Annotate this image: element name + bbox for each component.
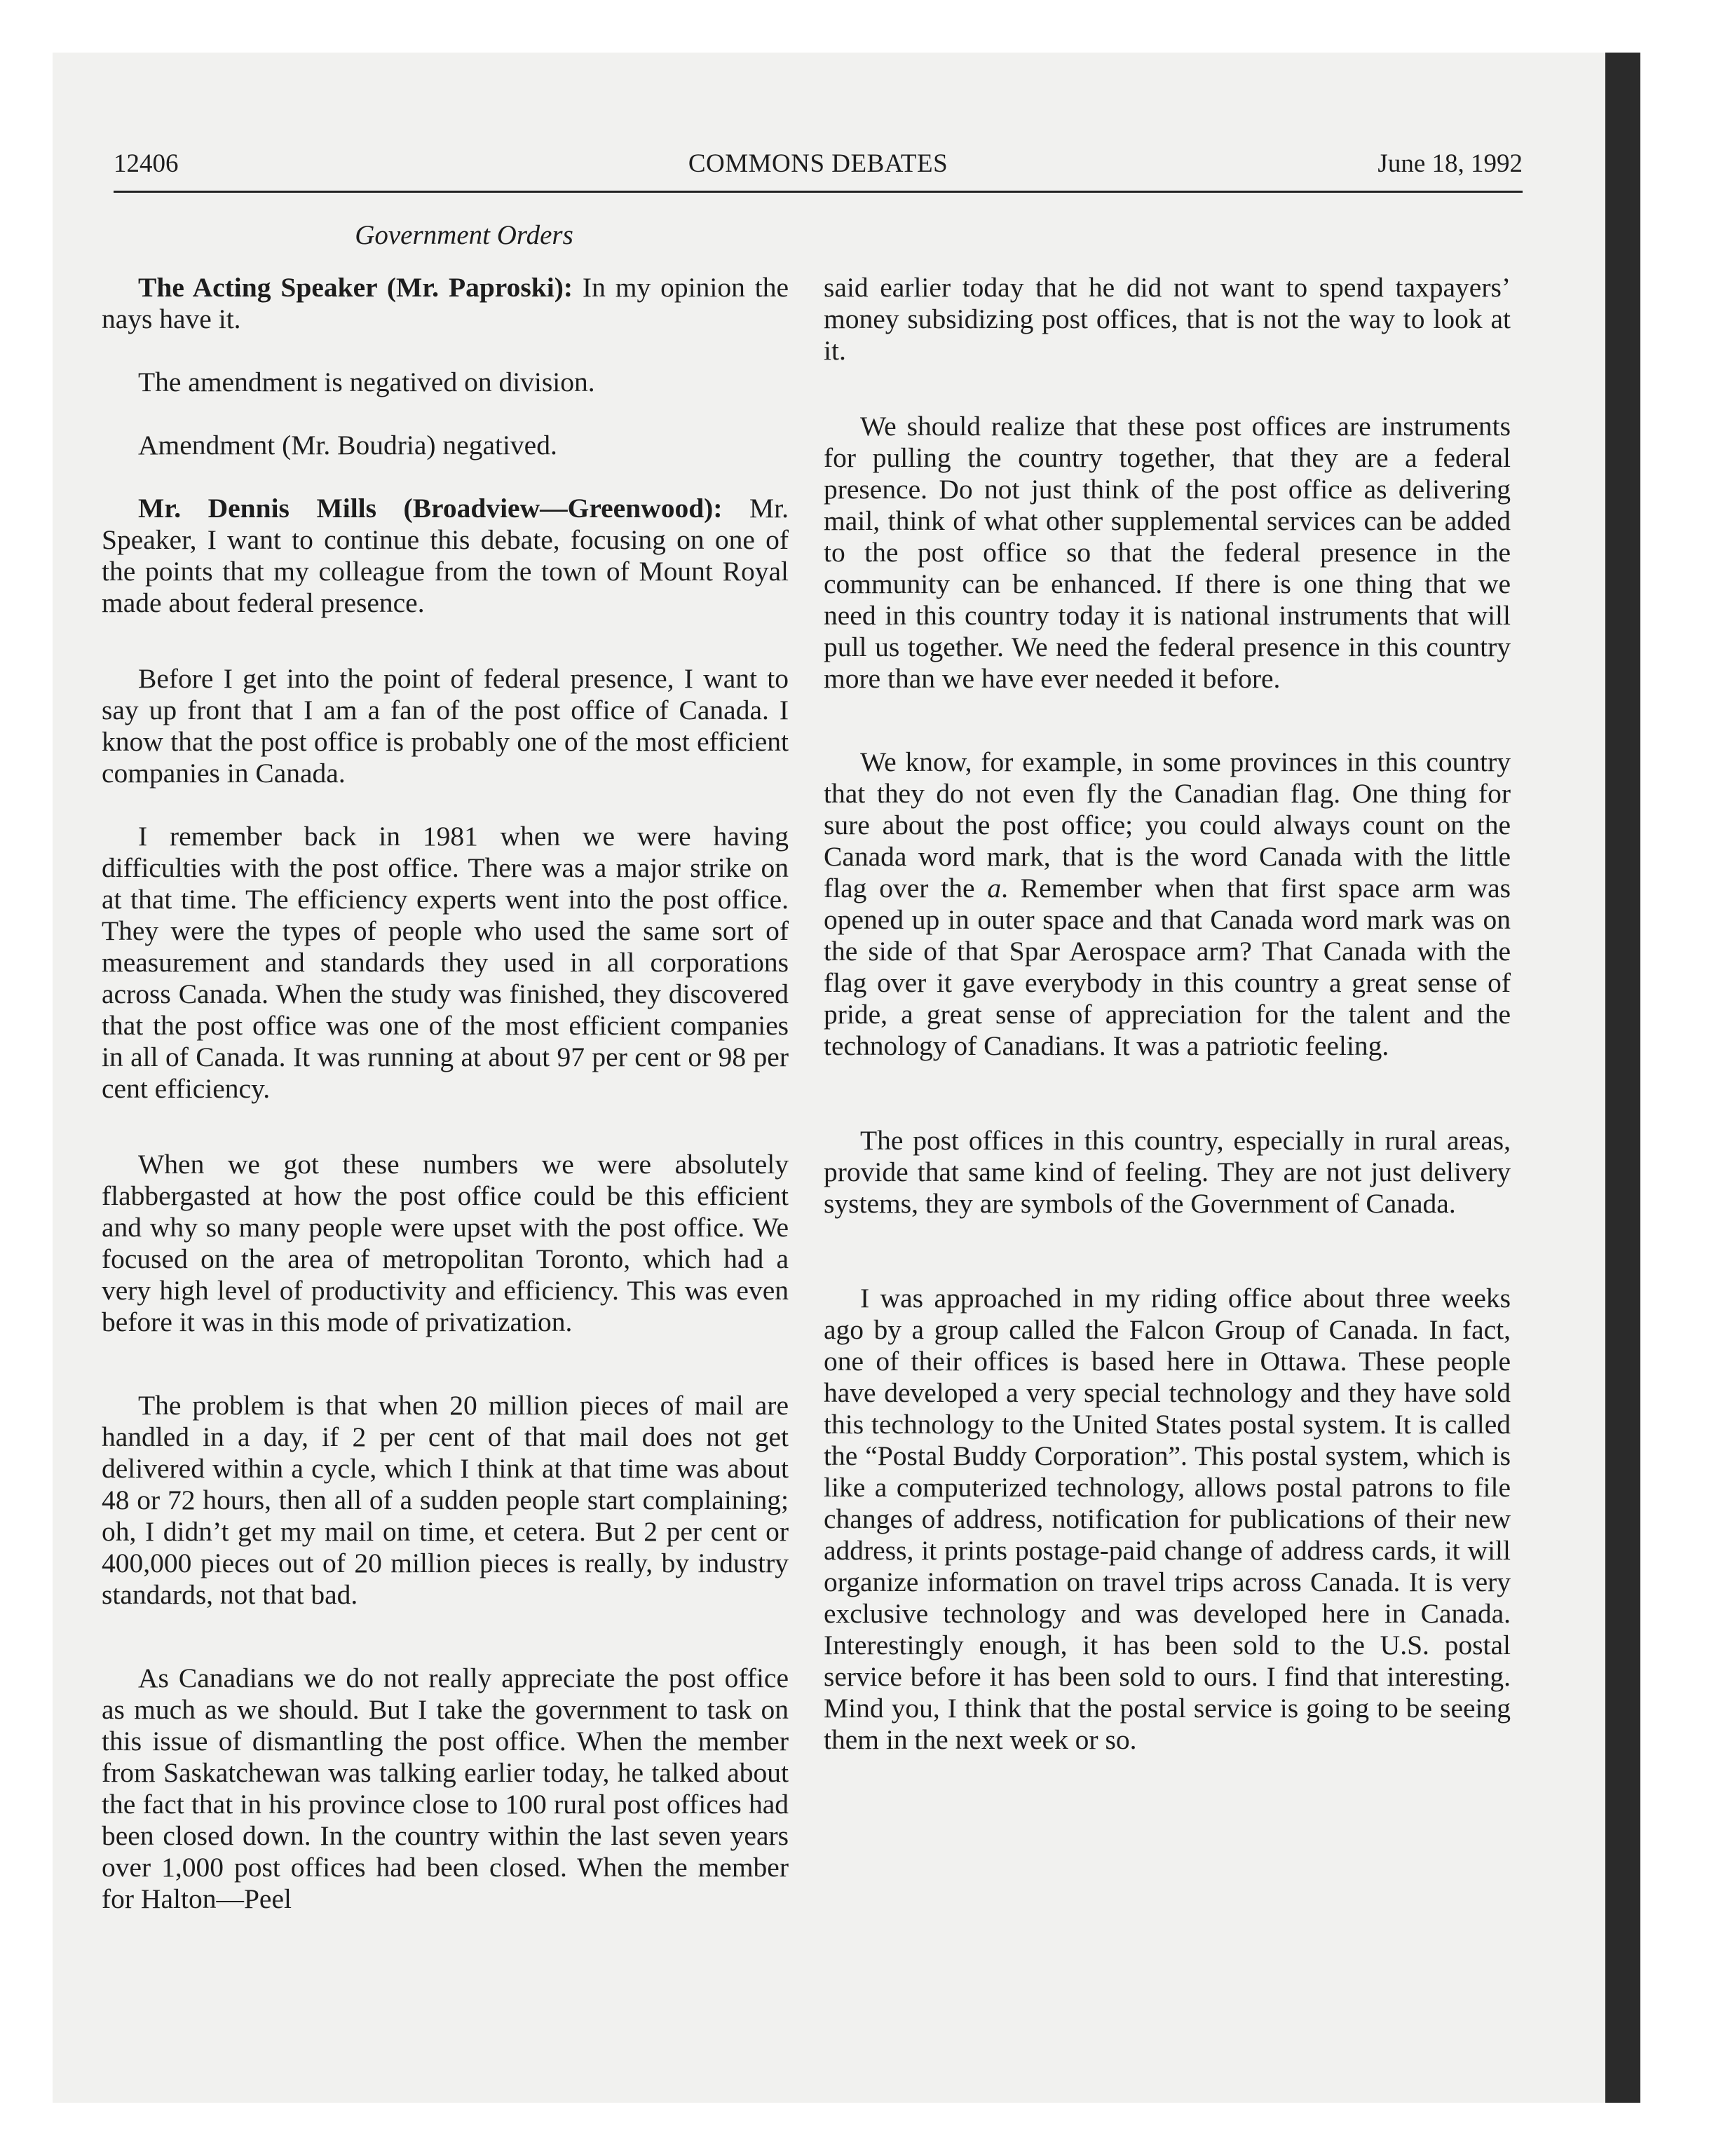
paragraph-text: Mr. Speaker, I want to continue this debate, focusing on one of the points that my colleague from the town of Mount Royal made about federal presence.: [102, 493, 789, 618]
paragraph: The amendment is negatived on division.: [138, 367, 595, 397]
paragraph: As Canadians we do not really appreciate the post office as much as we should. But I take the government to task on this issue of dismantling the post office. When the member from Saskatchewan was talking earlier today, he talked about the fact that in his province close to 100 rural post offices had been closed down. In the country within the last seven years over 1,000 post offices had been closed. When the member for Halton—Peel: [102, 1663, 789, 1914]
page-number: 12406: [114, 149, 179, 178]
issue-date: June 18, 1992: [1377, 149, 1523, 178]
paragraph-text: . Remember when that first space arm was opened up in outer space and that Canada word mark was on the side of that Spar Aerospace arm? That Canada with the flag over it gave everybody in this country a great sense of pride, a great sense of appreciation for the talent and the technology of Canadians. It was a patriotic feeling.: [824, 873, 1511, 1061]
paragraph: I was approached in my riding office about three weeks ago by a group called the Falcon Group of Canada. In fact, one of their offices is based here in Ottawa. These people have developed a very special technology and they have sold this technology to the United States postal system. It is called the “Postal Buddy Corporation”. This postal system, which is like a computerized technology, allows postal patrons to file changes of address, notification for publications of their new address, it prints postage-paid change of address cards, it will organize information on travel trips across Canada. It is very exclusive technology and was developed here in Canada. Interestingly enough, it has been sold to the U.S. postal service before it has been sold to ours. I find that interesting. Mind you, I think that the postal service is going to be seeing them in the next week or so.: [824, 1283, 1511, 1755]
paragraph-text: In my opinion the nays have it.: [102, 272, 789, 334]
page-header: [114, 149, 1523, 191]
speaker-name: The Acting Speaker (Mr. Paproski):: [138, 272, 573, 303]
paragraph-continuation: said earlier today that he did not want to spend taxpayers’ money subsidizing post offices, that is not the way to look at it.: [824, 272, 1511, 366]
paragraph: Amendment (Mr. Boudria) negatived.: [138, 430, 557, 460]
paragraph: [102, 272, 789, 335]
paragraph: The post offices in this country, especially in rural areas, provide that same kind of feeling. They are not just delivery systems, they are symbols of the Government of Canada.: [824, 1125, 1511, 1219]
header-rule: [114, 191, 1523, 193]
paragraph-text: We know, for example, in some provinces in this country that they do not even fly the Canadian flag. One thing for sure about the post office; you could always count on the Canada word mark, that is the word Canada with the little flag over the: [824, 746, 1511, 903]
paragraph: Before I get into the point of federal presence, I want to say up front that I am a fan of the post office of Canada. I know that the post office is probably one of the most efficient companies in Canada.: [102, 663, 789, 789]
paragraph: The problem is that when 20 million pieces of mail are handled in a day, if 2 per cent of that mail does not get delivered within a cycle, which I think at that time was about 48 or 72 hours, then all of a sudden people start complaining; oh, I didn’t get my mail on time, et cetera. But 2 per cent or 400,000 pieces out of 20 million pieces is really, by industry standards, not that bad.: [102, 1390, 789, 1610]
paragraph: When we got these numbers we were absolutely flabbergasted at how the post office could be this efficient and why so many people were upset with the post office. We focused on the area of metropolitan Toronto, which had a very high level of productivity and efficiency. This was even before it was in this mode of privatization.: [102, 1149, 789, 1337]
paragraph: [824, 746, 1511, 1062]
italic-letter: a: [987, 873, 1002, 903]
paragraph: I remember back in 1981 when we were having difficulties with the post office. There was a major strike on at that time. The efficiency experts went into the post office. They were the types of people who used the same sort of measurement and standards they used in all corporations across Canada. When the study was finished, they discovered that the post office was one of the most efficient companies in all of Canada. It was running at about 97 per cent or 98 per cent efficiency.: [102, 821, 789, 1104]
speaker-name: Mr. Dennis Mills (Broadview—Greenwood):: [138, 493, 723, 524]
left-column: [102, 272, 789, 1915]
scan-edge-shadow: [1605, 53, 1640, 2103]
section-heading: Government Orders: [355, 220, 573, 250]
paragraph: We should realize that these post offices are instruments for pulling the country together, that they are a federal presence. Do not just think of the post office as delivering mail, think of what other supplemental services can be added to the post office so that the federal presence in the community can be enhanced. If there is one thing that we need in this country today it is national instruments that will pull us together. We need the federal presence in this country more than we have ever needed it before.: [824, 411, 1511, 694]
journal-title: COMMONS DEBATES: [688, 149, 948, 178]
right-column: [824, 272, 1511, 1756]
paragraph: [102, 493, 789, 619]
